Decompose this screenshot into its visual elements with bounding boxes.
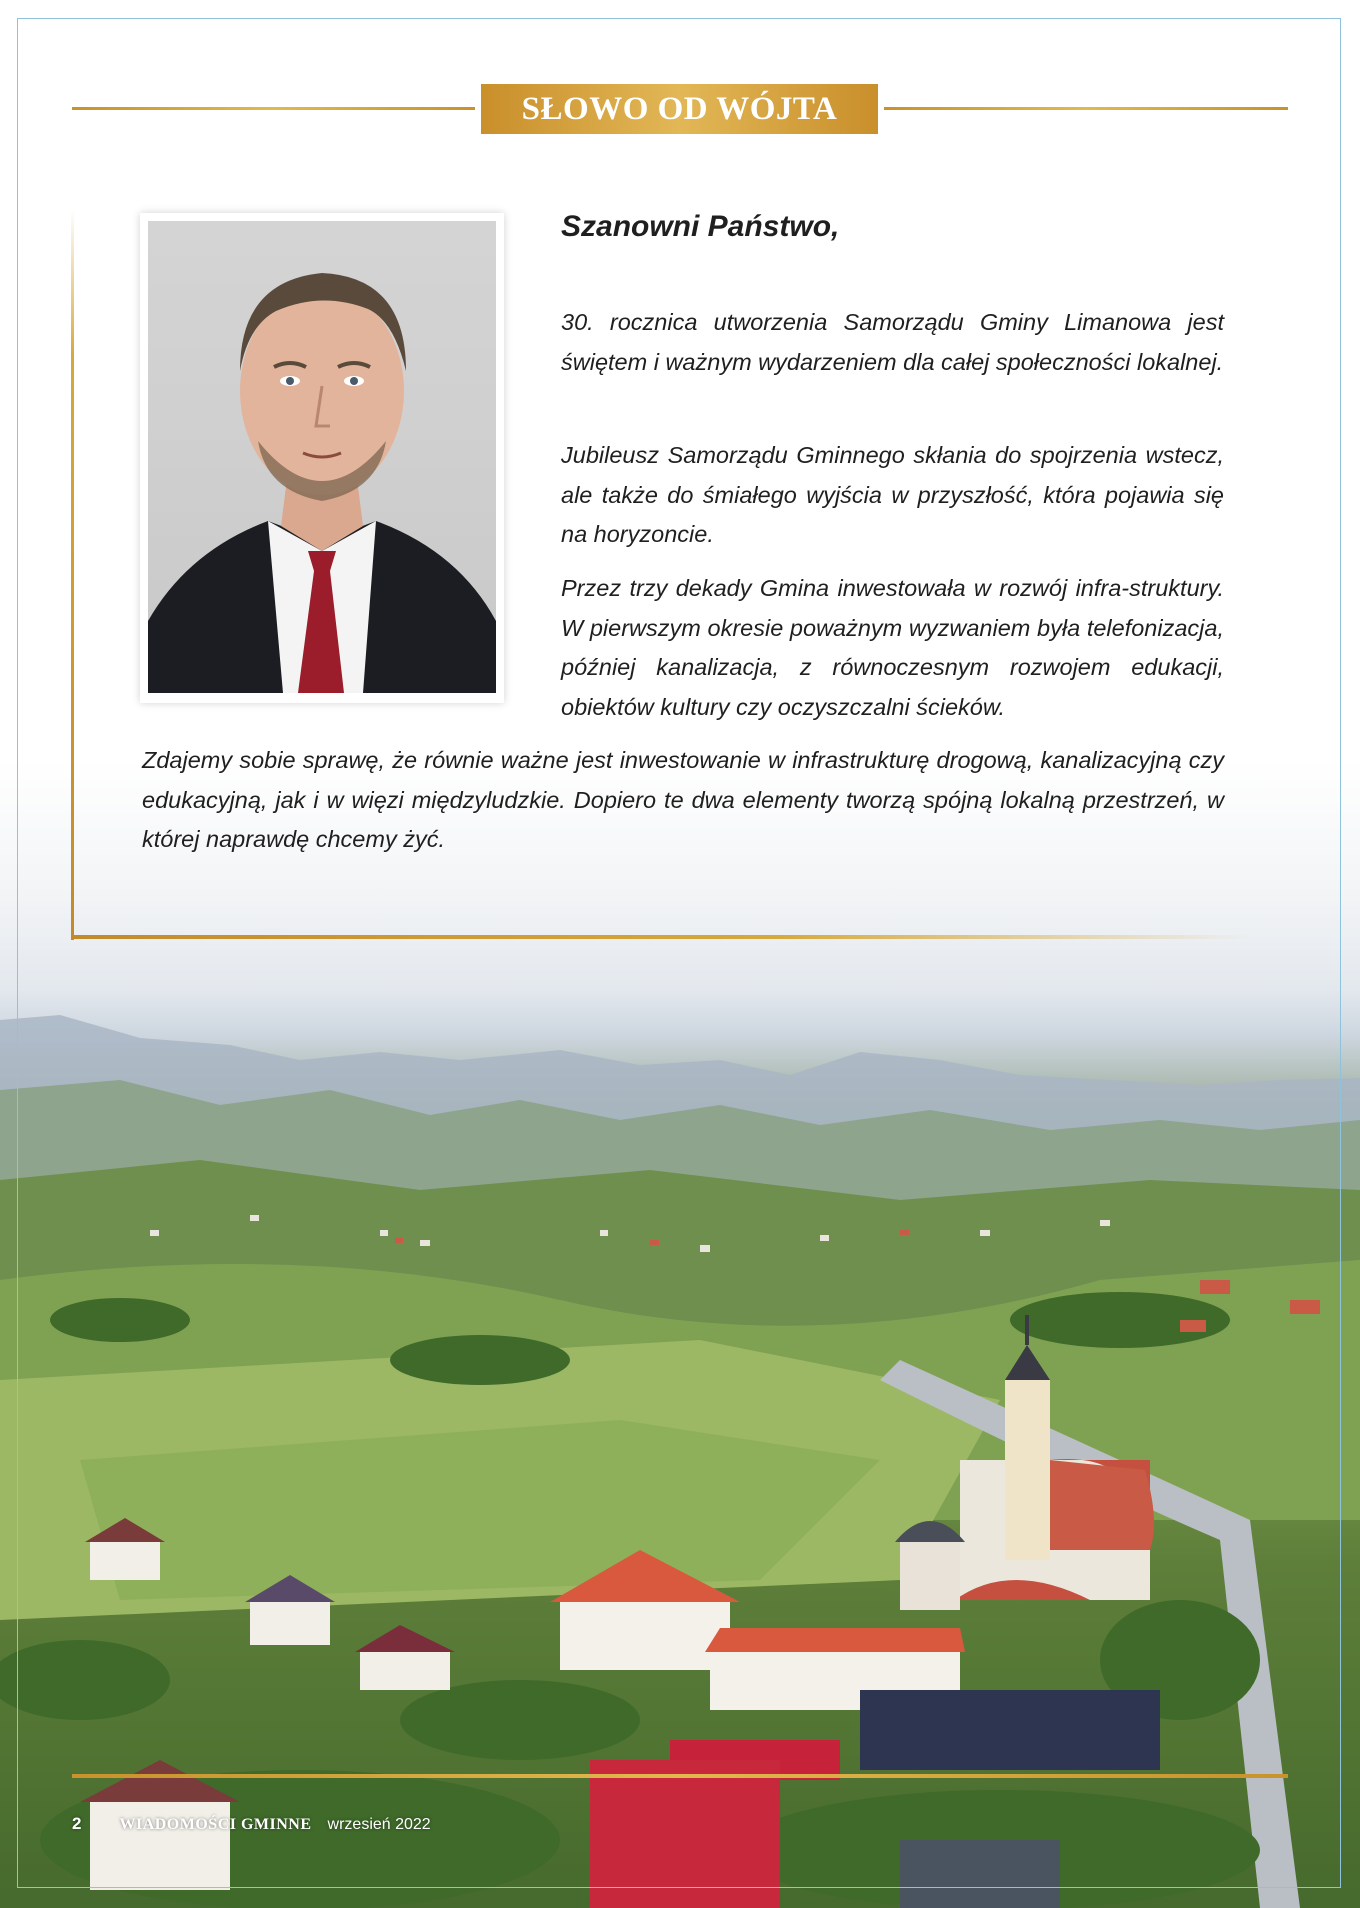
magazine-name: WIADOMOŚCI GMINNE [119,1816,312,1833]
title-rule-right [884,107,1288,110]
letter-frame-left [71,210,74,940]
title-rule-left [72,107,475,110]
issue-date: wrzesień 2022 [327,1816,431,1833]
letter-paragraph-3: Przez trzy dekady Gmina inwestowała w rozwój infra-struktury. W pierwszym okresie poważnym wyzwaniem była telefonizacja, później kanalizacja, z równoczesnym rozwojem edukacji, obiektów kultury czy oczyszczalni ścieków. [561,575,1224,720]
section-title-banner [481,84,878,134]
footer-rule [72,1774,1288,1778]
portrait-frame [140,213,504,703]
letter-greeting: Szanowni Państwo, [561,210,840,243]
page-footer [72,1814,431,1834]
letter-paragraph-2: Jubileusz Samorządu Gminnego skłania do spojrzenia wstecz, ale także do śmiałego wyjścia w przyszłość, która pojawia się na horyzoncie. [561,442,1224,547]
landscape-photo [0,760,1360,1908]
letter-frame-bottom [71,935,1251,939]
letter-paragraph-4: Zdajemy sobie sprawę, że równie ważne jest inwestowanie w infrastrukturę drogową, kanalizacyjną czy edukacyjną, jak i w więzi międzyludzkie. Dopiero te dwa elementy tworzą spójną lokalną przestrzeń, w której naprawdę chcemy żyć. [142,747,1224,852]
portrait-photo [148,221,496,693]
page-number: 2 [72,1814,82,1833]
letter-paragraph-1: 30. rocznica utworzenia Samorządu Gminy Limanowa jest świętem i ważnym wydarzeniem dla całej społeczności lokalnej. [561,309,1224,375]
section-title: SŁOWO OD WÓJTA [521,90,838,127]
